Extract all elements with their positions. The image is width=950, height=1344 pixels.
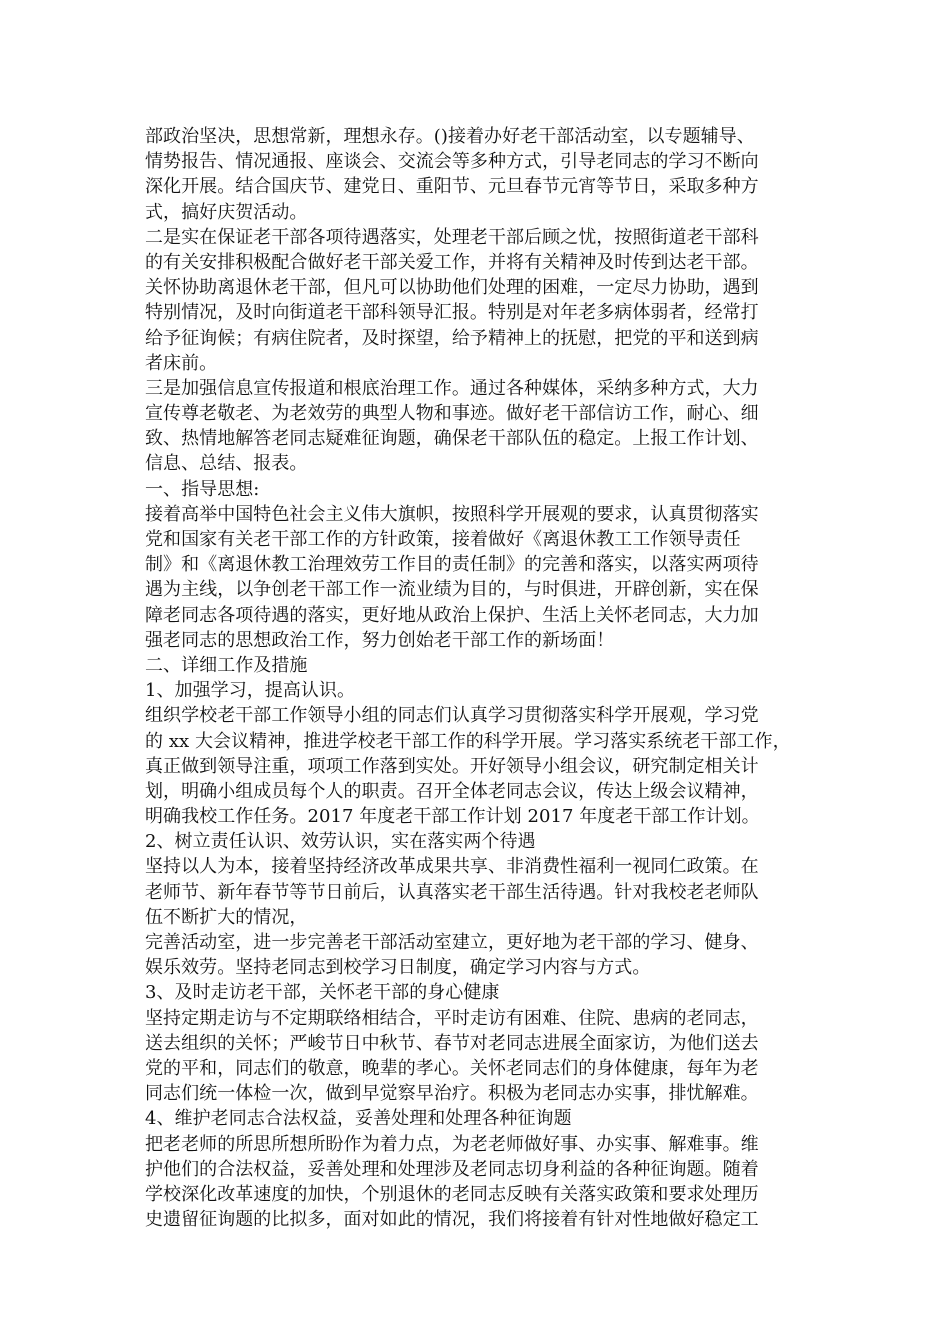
text-line: 真正做到领导注重，项项工作落到实处。开好领导小组会议，研究制定相关计 <box>145 755 759 777</box>
text-line: 的有关安排积极配合做好老干部关爱工作，并将有关精神及时传到达老干部。 <box>145 251 759 273</box>
document-body <box>145 124 810 1232</box>
text-line: 把老老师的所思所想所盼作为着力点，为老老师做好事、办实事、解难事。维 <box>145 1133 759 1155</box>
text-line: 坚持以人为本，接着坚持经济改革成果共享、非消费性福利一视同仁政策。在 <box>145 856 759 878</box>
text-line: 护他们的合法权益，妥善处理和处理涉及老同志切身利益的各种征询题。随着 <box>145 1158 759 1180</box>
text-line: 史遗留征询题的比拟多，面对如此的情况，我们将接着有针对性地做好稳定工 <box>145 1209 759 1231</box>
text-line: 同志们统一体检一次，做到早觉察早治疗。积极为老同志办实事，排忧解难。 <box>145 1083 759 1105</box>
text-line: 学校深化改革速度的加快，个别退休的老同志反映有关落实政策和要求处理历 <box>145 1183 759 1205</box>
text-line: 给予征询候；有病住院者，及时探望，给予精神上的抚慰，把党的平和送到病 <box>145 327 759 349</box>
text-line: 宣传尊老敬老、为老效劳的典型人物和事迹。做好老干部信访工作，耐心、细 <box>145 403 759 425</box>
text-line: 特别情况，及时向街道老干部科领导汇报。特别是对年老多病体弱者，经常打 <box>145 302 759 324</box>
text-line: 深化开展。结合国庆节、建党日、重阳节、元旦春节元宵等节日，采取多种方 <box>145 176 759 198</box>
text-line: 坚持定期走访与不定期联络相结合，平时走访有困难、住院、患病的老同志， <box>145 1007 759 1029</box>
text-line: 明确我校工作任务。2017 年度老干部工作计划 2017 年度老干部工作计划。 <box>145 806 760 828</box>
text-line: 强老同志的思想政治工作，努力创始老干部工作的新场面！ <box>145 629 615 651</box>
text-line: 党和国家有关老干部工作的方针政策，接着做好《离退休教工工作领导责任 <box>145 529 741 550</box>
text-line: 的 xx 大会议精神，推进学校老干部工作的科学开展。学习落实系统老干部工作， <box>145 730 791 752</box>
text-line: 党的平和，同志们的敬意，晚辈的孝心。关怀老同志们的身体健康，每年为老 <box>145 1057 759 1079</box>
subsection-heading: 1、加强学习，提高认识。 <box>145 680 356 702</box>
text-line: 情势报告、情况通报、座谈会、交流会等多种方式，引导老同志的学习不断向 <box>145 151 759 173</box>
text-line: 障老同志各项待遇的落实，更好地从政治上保护、生活上关怀老同志，大力加 <box>145 604 759 626</box>
text-line: 者床前。 <box>145 352 218 374</box>
text-line: 制》和《离退休教工治理效劳工作目的责任制》的完善和落实，以落实两项待 <box>145 554 759 576</box>
text-line: 式，搞好庆贺活动。 <box>145 201 308 223</box>
text-line: 致、热情地解答老同志疑难征询题，确保老干部队伍的稳定。上报工作计划、 <box>145 428 759 450</box>
text-line: 组织学校老干部工作领导小组的同志们认真学习贯彻落实科学开展观，学习党 <box>145 705 759 727</box>
text-line: 遇为主线，以争创老干部工作一流业绩为目的，与时俱进，开辟创新，实在保 <box>145 579 759 601</box>
text-line: 关怀协助离退休老干部，但凡可以协助他们处理的困难，一定尽力协助，遇到 <box>145 277 759 299</box>
subsection-heading: 2、树立责任认识、效劳认识，实在落实两个待遇 <box>145 831 536 853</box>
text-line: 二是实在保证老干部各项待遇落实，处理老干部后顾之忧，按照街道老干部科 <box>145 226 759 248</box>
text-line: 老师节、新年春节等节日前后，认真落实老干部生活待遇。针对我校老老师队 <box>145 881 759 903</box>
text-line: 三是加强信息宣传报道和根底治理工作。通过各种媒体，采纳多种方式，大力 <box>145 377 759 399</box>
subsection-heading: 4、维护老同志合法权益，妥善处理和处理各种征询题 <box>145 1108 572 1130</box>
text-line: 信息、总结、报表。 <box>145 453 308 475</box>
text-line: 接着高举中国特色社会主义伟大旗帜，按照科学开展观的要求，认真贯彻落实 <box>145 503 759 525</box>
text-line: 部政治坚决，思想常新，理想永存。()接着办好老干部活动室，以专题辅导、 <box>145 126 755 147</box>
section-heading: 一、指导思想: <box>145 478 260 500</box>
section-heading: 二、详细工作及措施 <box>145 654 308 676</box>
text-line: 娱乐效劳。坚持老同志到校学习日制度，确定学习内容与方式。 <box>145 957 651 979</box>
text-line: 伍不断扩大的情况， <box>145 906 308 928</box>
text-line: 完善活动室，进一步完善老干部活动室建立，更好地为老干部的学习、健身、 <box>145 932 759 953</box>
subsection-heading: 3、及时走访老干部，关怀老干部的身心健康 <box>145 982 500 1004</box>
text-line: 划，明确小组成员每个人的职责。召开全体老同志会议，传达上级会议精神， <box>145 780 759 802</box>
text-line: 送去组织的关怀；严峻节日中秋节、春节对老同志进展全面家访，为他们送去 <box>145 1032 759 1054</box>
